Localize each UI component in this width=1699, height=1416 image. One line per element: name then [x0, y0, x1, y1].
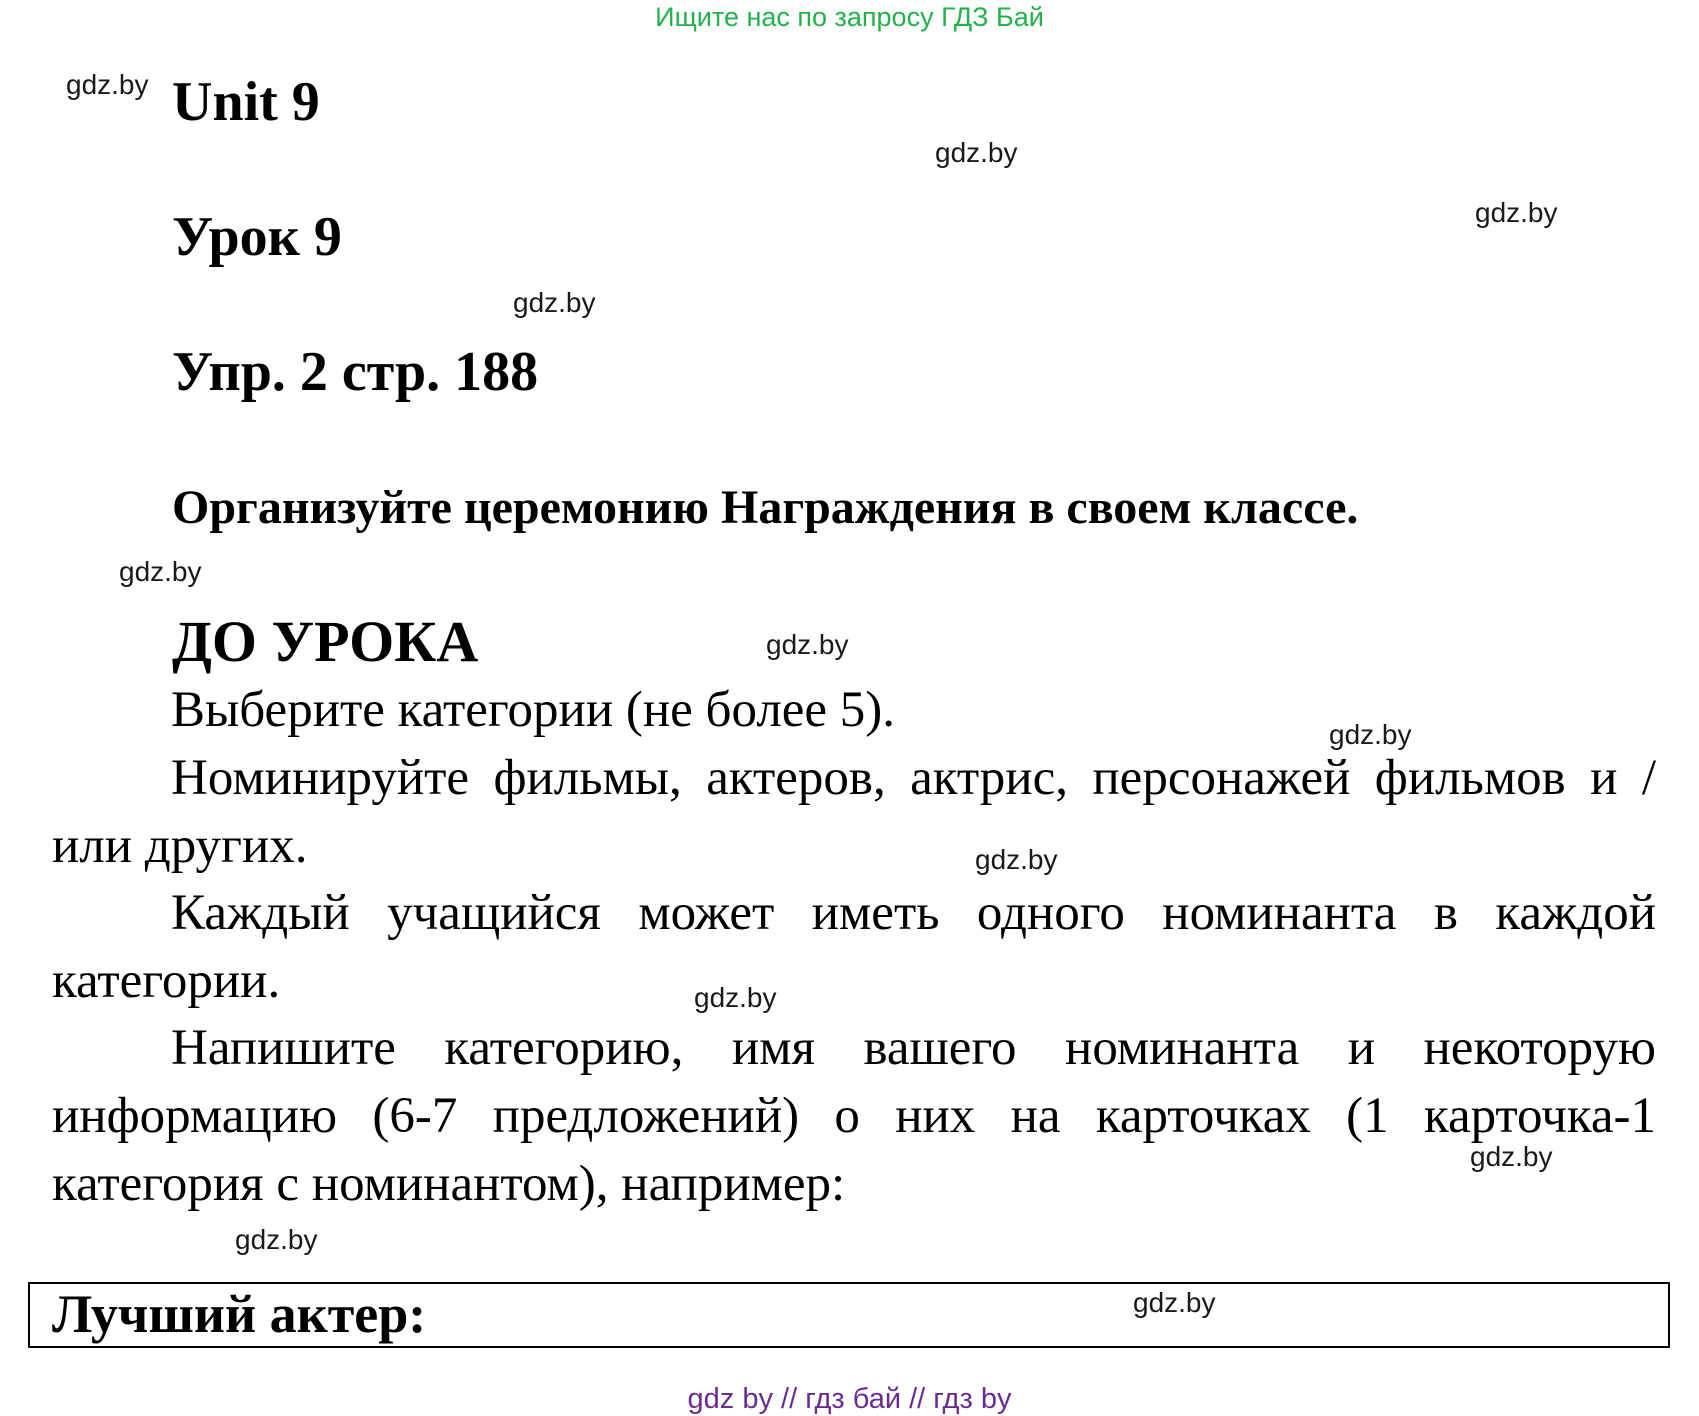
lesson-heading: Урок 9	[172, 206, 342, 268]
watermark: gdz.by	[1475, 197, 1558, 228]
paragraph	[52, 879, 1656, 1015]
watermark: gdz.by	[66, 69, 149, 100]
watermark: gdz.by	[1133, 1287, 1216, 1318]
card-label: Лучший актер:	[52, 1284, 427, 1344]
footer-links: gdz by // гдз бай // гдз by	[687, 1383, 1012, 1415]
watermark: gdz.by	[235, 1224, 318, 1255]
example-card	[28, 1282, 1670, 1348]
watermark: gdz.by	[1470, 1141, 1553, 1172]
unit-heading: Unit 9	[172, 71, 320, 133]
paragraph	[52, 1014, 1656, 1218]
paragraph	[52, 676, 1656, 744]
paragraph-text: Каждый учащийся может иметь одного номинанта в каждой категории.	[52, 885, 1656, 1009]
watermark: gdz.by	[694, 982, 777, 1013]
exercise-heading: Упр. 2 стр. 188	[172, 341, 539, 403]
watermark: gdz.by	[1329, 719, 1412, 750]
task-statement: Организуйте церемонию Награждения в своем классе.	[172, 481, 1359, 534]
paragraph	[52, 744, 1656, 880]
paragraph-text: Номинируйте фильмы, актеров, актрис, персонажей фильмов и / или других.	[52, 750, 1656, 874]
section-title: ДО УРОКА	[172, 609, 479, 674]
paragraph-text: Напишите категорию, имя вашего номинанта и некоторую информацию (6-7 предложений) о них на карточках (1 карточка-1 категория с номинантом), например:	[52, 1020, 1656, 1212]
watermark: gdz.by	[119, 556, 202, 587]
watermark: gdz.by	[766, 629, 849, 660]
watermark: gdz.by	[975, 844, 1058, 875]
paragraph-text: Выберите категории (не более 5).	[171, 682, 896, 738]
search-hint-banner: Ищите нас по запросу ГДЗ Бай	[655, 2, 1044, 32]
watermark: gdz.by	[935, 137, 1018, 168]
watermark: gdz.by	[513, 287, 596, 318]
